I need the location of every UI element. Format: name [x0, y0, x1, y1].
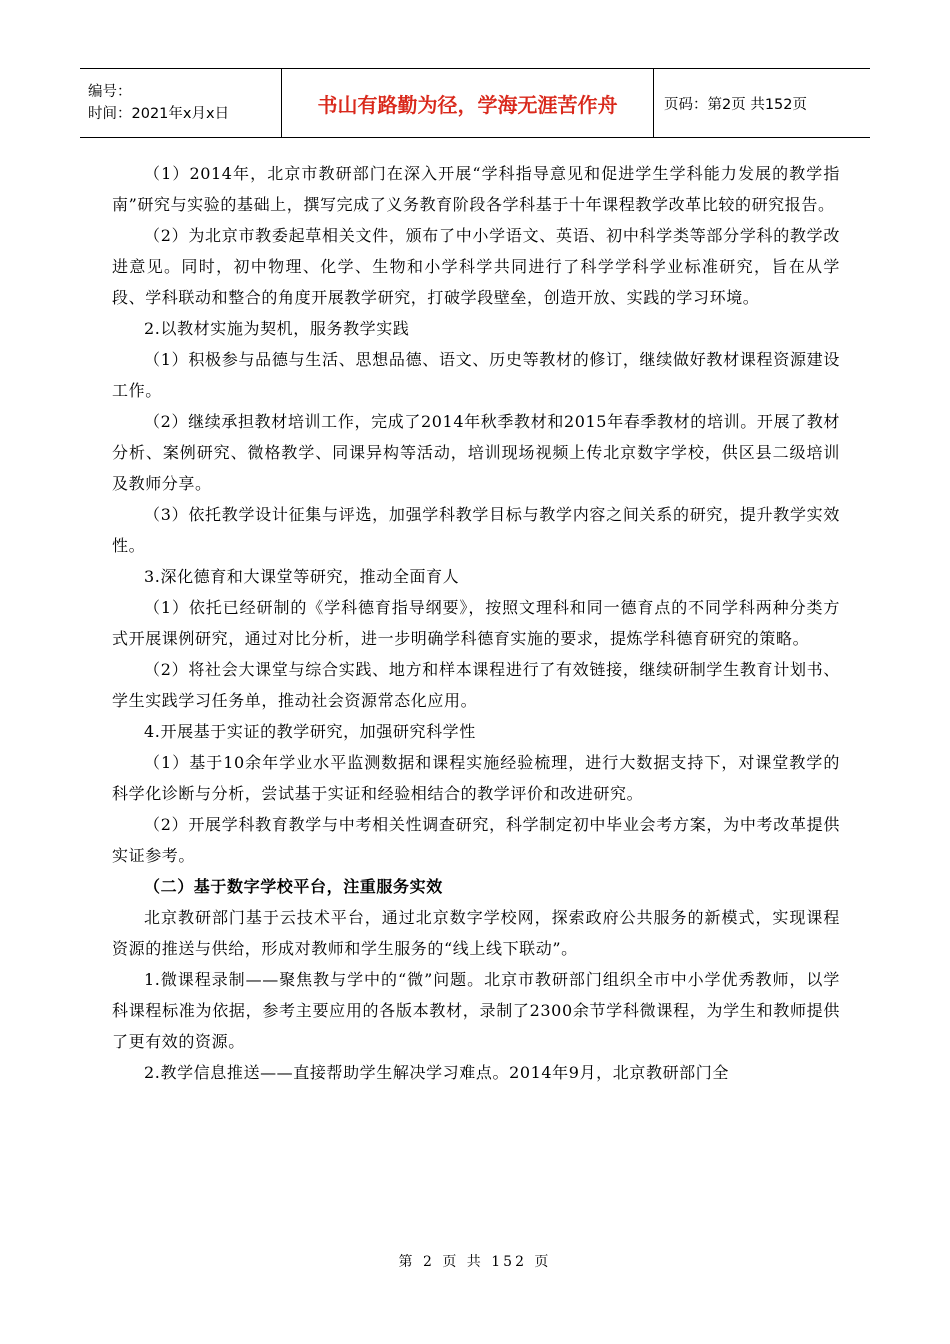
body-paragraph: （1）依托已经研制的《学科德育指导纲要》，按照文理科和同一德育点的不同学科两种分类方式开展课例研究，通过对比分析，进一步明确学科德育实施的要求，提炼学科德育研究的策略。 [112, 598, 840, 648]
body-paragraph: 3.深化德育和大课堂等研究，推动全面育人 [144, 567, 460, 586]
body-paragraph: （2）开展学科教育教学与中考相关性调查研究，科学制定初中毕业会考方案，为中考改革提供实证参考。 [112, 815, 840, 865]
body-paragraph: 2.教学信息推送——直接帮助学生解决学习难点。2014年9月，北京教研部门全 [144, 1063, 729, 1082]
body-paragraph: 2.以教材实施为契机，服务教学实践 [144, 319, 410, 338]
body-paragraph: 4.开展基于实证的教学研究，加强研究科学性 [144, 722, 476, 741]
body-paragraph: （2）继续承担教材培训工作，完成了2014年秋季教材和2015年春季教材的培训。开展了教材分析、案例研究、微格教学、同课异构等活动，培训现场视频上传北京数字学校，供区县二级培训及教师分享。 [112, 412, 840, 493]
body-paragraph: （1）2014年，北京市教研部门在深入开展“学科指导意见和促进学生学科能力发展的教学指南”研究与实验的基础上，撰写完成了义务教育阶段各学科基于十年课程教学改革比较的研究报告。 [112, 164, 840, 214]
body-paragraph: （1）基于10余年学业水平监测数据和课程实施经验梳理，进行大数据支持下，对课堂教学的科学化诊断与分析，尝试基于实证和经验相结合的教学评价和改进研究。 [112, 753, 840, 803]
body-paragraph: （2）将社会大课堂与综合实践、地方和样本课程进行了有效链接，继续研制学生教育计划书、学生实践学习任务单，推动社会资源常态化应用。 [112, 660, 840, 710]
document-date: 时间：2021年x月x日 [88, 106, 230, 122]
body-paragraph: （3）依托教学设计征集与评选，加强学科教学目标与教学内容之间关系的研究，提升教学实效性。 [112, 505, 840, 555]
page-footer: 第 2 页 共 152 页 [398, 1254, 552, 1270]
document-number-label: 编号： [88, 84, 132, 100]
section-heading: （二）基于数字学校平台，注重服务实效 [144, 877, 443, 896]
document-body [112, 158, 840, 1088]
page-header [80, 68, 870, 138]
header-page-info: 页码：第2页 共152页 [664, 96, 808, 113]
body-paragraph: 1.微课程录制——聚焦教与学中的“微”问题。北京市教研部门组织全市中小学优秀教师，以学科课程标准为依据，参考主要应用的各版本教材，录制了2300余节学科微课程，为学生和教师提供了更有效的资源。 [112, 970, 840, 1051]
body-paragraph: （1）积极参与品德与生活、思想品德、语文、历史等教材的修订，继续做好教材课程资源建设工作。 [112, 350, 840, 400]
header-motto: 书山有路勤为径，学海无涯苦作舟 [282, 69, 654, 137]
body-paragraph: （2）为北京市教委起草相关文件，颁布了中小学语文、英语、初中科学类等部分学科的教学改进意见。同时，初中物理、化学、生物和小学科学共同进行了科学学科学业标准研究，旨在从学段、学科联动和整合的角度开展教学研究，打破学段壁垒，创造开放、实践的学习环境。 [112, 226, 840, 307]
body-paragraph: 北京教研部门基于云技术平台，通过北京数字学校网，探索政府公共服务的新模式，实现课程资源的推送与供给，形成对教师和学生服务的“线上线下联动”。 [112, 908, 840, 958]
header-meta [80, 69, 282, 137]
